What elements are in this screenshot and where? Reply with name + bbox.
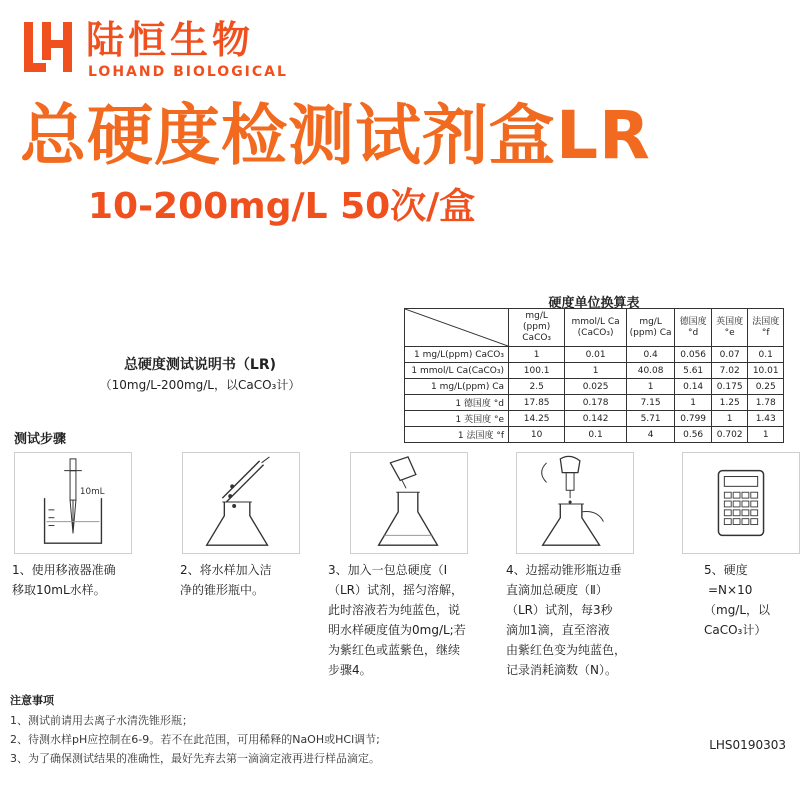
table-cell: 1 xyxy=(565,363,627,379)
column-header: 法国度 °f xyxy=(748,309,784,347)
table-cell: 0.056 xyxy=(675,347,712,363)
table-cell: 0.4 xyxy=(626,347,674,363)
product-code: LHS0190303 xyxy=(709,738,786,752)
step-1-text: 1、使用移液器准确 移取10mL水样。 xyxy=(12,563,116,597)
note-item: 3、为了确保测试结果的准确性，最好先弃去第一滴滴定液再进行样品滴定。 xyxy=(10,752,380,765)
table-cell: 0.01 xyxy=(565,347,627,363)
step-5-figure xyxy=(682,452,800,554)
row-label: 1 德国度 °d xyxy=(405,395,509,411)
step-4-text: 4、边摇动锥形瓶边垂 直滴加总硬度（Ⅱ） （LR）试剂，每3秒 滴加1滴，直至溶液 由紫红色变为纯蓝色， 记录消耗滴数（N）。 xyxy=(506,563,627,677)
table-cell: 1 xyxy=(509,347,565,363)
manual-range: （10mg/L-200mg/L，以CaCO₃计） xyxy=(99,378,301,392)
manual-title: 总硬度测试说明书（LR) xyxy=(123,357,277,373)
table-cell: 0.1 xyxy=(748,347,784,363)
table-row xyxy=(405,427,784,443)
table-cell: 10.01 xyxy=(748,363,784,379)
table-corner-cell xyxy=(405,309,509,347)
table-cell: 0.702 xyxy=(711,427,748,443)
column-header: 德国度 °d xyxy=(675,309,712,347)
table-cell: 1 xyxy=(748,427,784,443)
product-title: 总硬度检测试剂盒LR xyxy=(20,97,651,174)
notes-title: 注意事项 xyxy=(10,694,54,707)
table-cell: 4 xyxy=(626,427,674,443)
table-cell: 1 xyxy=(711,411,748,427)
table-cell: 0.1 xyxy=(565,427,627,443)
flask-pour-icon xyxy=(183,453,299,553)
step-4-figure xyxy=(516,452,634,554)
row-label: 1 mg/L(ppm) Ca xyxy=(405,379,509,395)
table-row xyxy=(405,363,784,379)
table-cell: 1.78 xyxy=(748,395,784,411)
step-5-text: 5、硬度 =N×10 （mg/L，以 CaCO₃计） xyxy=(704,563,771,637)
step-2-text: 2、将水样加入洁 净的锥形瓶中。 xyxy=(180,563,272,597)
table-row xyxy=(405,411,784,427)
table-cell: 1.25 xyxy=(711,395,748,411)
table-cell: 0.178 xyxy=(565,395,627,411)
table-cell: 0.14 xyxy=(675,379,712,395)
table-cell: 1.43 xyxy=(748,411,784,427)
table-cell: 0.07 xyxy=(711,347,748,363)
row-label: 1 mmol/L Ca(CaCO₃) xyxy=(405,363,509,379)
column-header: mg/L (ppm) CaCO₃ xyxy=(509,309,565,347)
product-subtitle: 10-200mg/L 50次/盒 xyxy=(88,186,476,227)
table-cell: 0.56 xyxy=(675,427,712,443)
table-cell: 14.25 xyxy=(509,411,565,427)
step-3-text: 3、加入一包总硬度（Ⅰ （LR）试剂，摇匀溶解， 此时溶液若为纯蓝色，说 明水样硬度值为0mg/L;若 为紫红色或蓝紫色，继续 步骤4。 xyxy=(328,563,466,677)
table-cell: 0.25 xyxy=(748,379,784,395)
step-2-figure xyxy=(182,452,300,554)
brand-name-en: LOHAND BIOLOGICAL xyxy=(88,64,288,80)
table-row xyxy=(405,379,784,395)
table-cell: 40.08 xyxy=(626,363,674,379)
conversion-table-title: 硬度单位换算表 xyxy=(548,296,640,311)
note-item: 2、待测水样pH应控制在6-9。若不在此范围，可用稀释的NaOH或HCl调节; xyxy=(10,733,380,746)
table-cell: 1 xyxy=(675,395,712,411)
conversion-table xyxy=(404,308,784,443)
note-item: 1、测试前请用去离子水清洗锥形瓶； xyxy=(10,714,193,727)
step-3-figure xyxy=(350,452,468,554)
table-cell: 17.85 xyxy=(509,395,565,411)
table-cell: 0.025 xyxy=(565,379,627,395)
table-cell: 2.5 xyxy=(509,379,565,395)
table-cell: 100.1 xyxy=(509,363,565,379)
table-row xyxy=(405,347,784,363)
table-cell: 0.142 xyxy=(565,411,627,427)
table-cell: 0.799 xyxy=(675,411,712,427)
table-cell: 0.175 xyxy=(711,379,748,395)
column-header: 英国度 °e xyxy=(711,309,748,347)
step-1-figure xyxy=(14,452,132,554)
volume-label: 10mL xyxy=(79,487,105,498)
brand-logo xyxy=(22,18,74,76)
column-header: mmol/L Ca (CaCO₃) xyxy=(565,309,627,347)
calculator-icon xyxy=(683,453,799,553)
table-cell: 5.71 xyxy=(626,411,674,427)
table-cell: 1 xyxy=(626,379,674,395)
row-label: 1 法国度 °f xyxy=(405,427,509,443)
pipette-beaker-icon xyxy=(15,453,131,553)
table-cell: 5.61 xyxy=(675,363,712,379)
brand-name-cn: 陆恒生物 xyxy=(86,18,255,62)
column-header: mg/L (ppm) Ca xyxy=(626,309,674,347)
table-cell: 7.02 xyxy=(711,363,748,379)
table-cell: 10 xyxy=(509,427,565,443)
row-label: 1 英国度 °e xyxy=(405,411,509,427)
row-label: 1 mg/L(ppm) CaCO₃ xyxy=(405,347,509,363)
steps-heading: 测试步骤 xyxy=(14,432,67,447)
table-cell: 7.15 xyxy=(626,395,674,411)
table-row xyxy=(405,395,784,411)
dropper-titration-icon xyxy=(517,453,633,553)
reagent-pack-flask-icon xyxy=(351,453,467,553)
